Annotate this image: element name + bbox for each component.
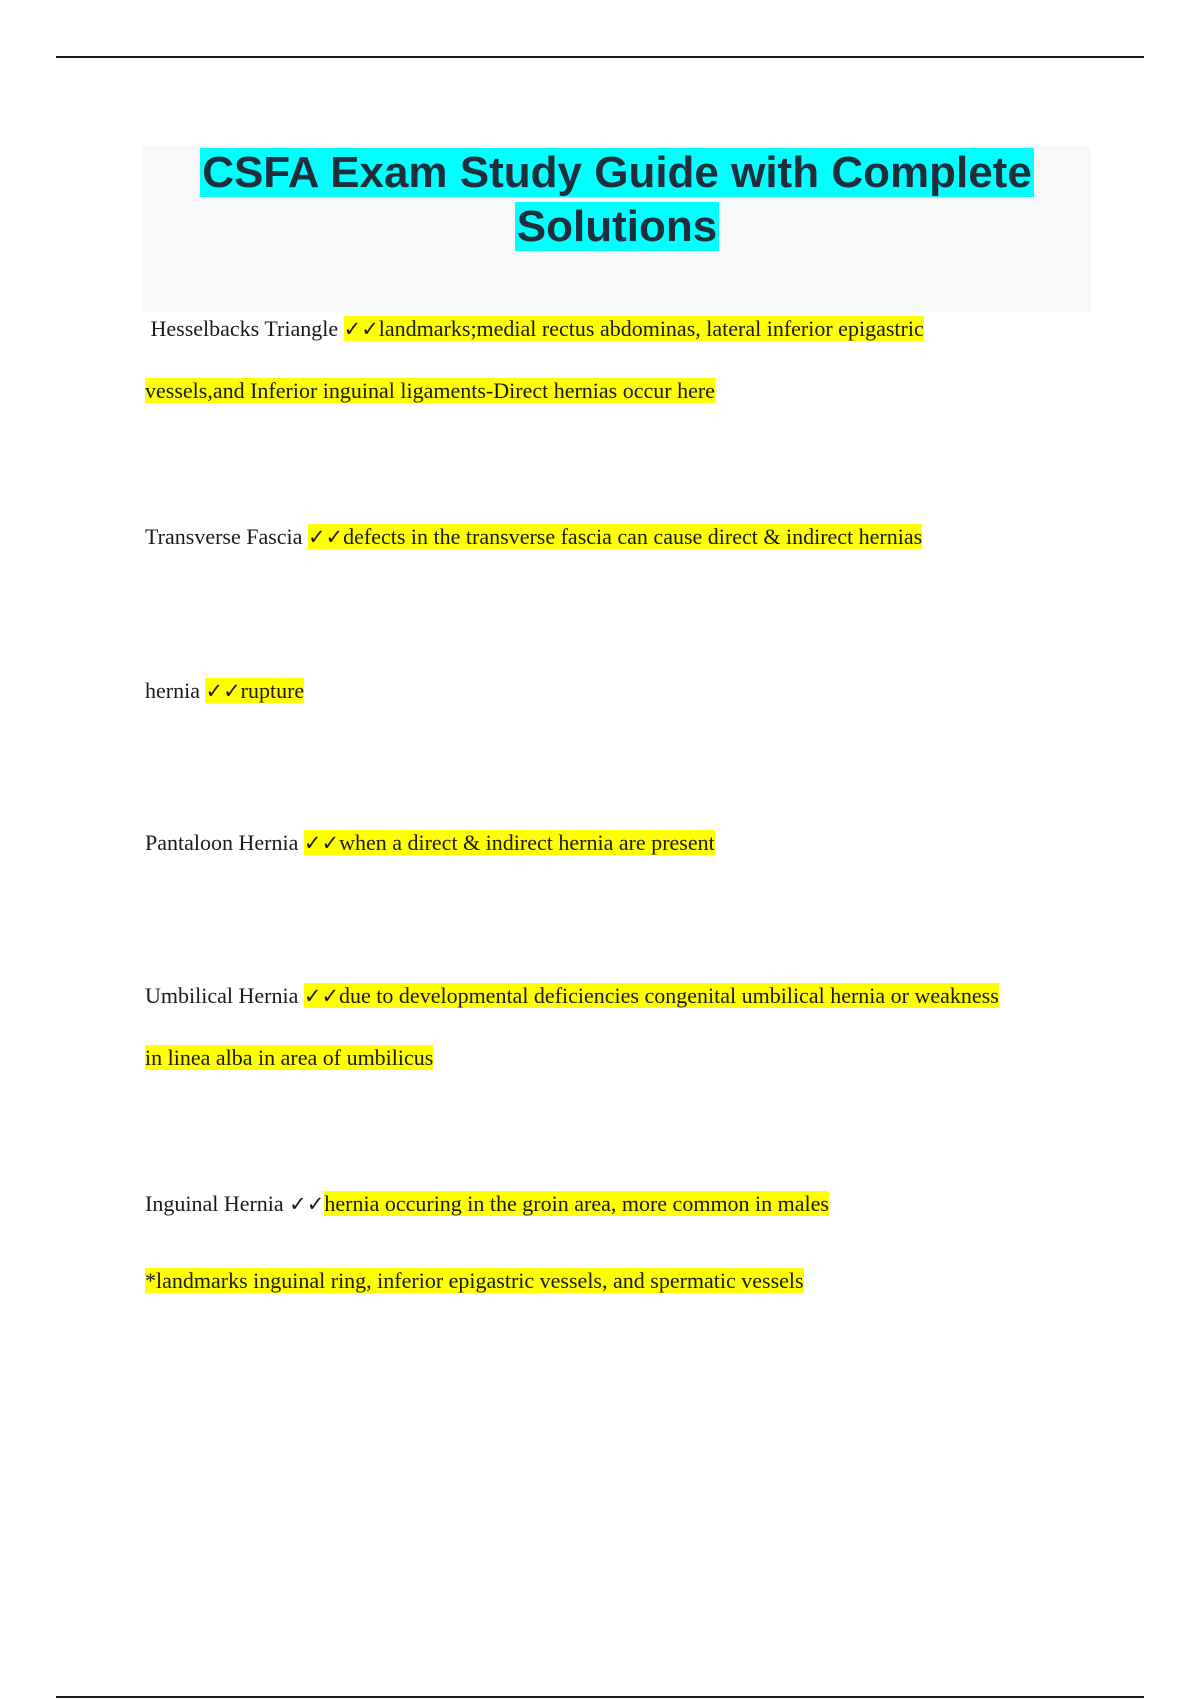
entry-definition: landmarks;medial rectus abdominas, lateral inferior epigastric	[378, 316, 924, 341]
entry-definition: due to developmental deficiencies congenital umbilical hernia or weakness	[339, 983, 999, 1008]
entry-term: Transverse Fascia	[145, 524, 303, 549]
entry-term: Inguinal Hernia	[145, 1191, 284, 1216]
check-icon: ✓✓	[303, 831, 340, 855]
check-icon: ✓✓	[289, 1192, 325, 1216]
entry-pantaloon-hernia	[145, 812, 1095, 874]
page-title	[143, 146, 1091, 254]
check-icon: ✓✓	[307, 525, 344, 549]
title-line-2: Solutions	[516, 202, 718, 251]
entry-transverse-fascia	[145, 506, 1095, 568]
entry-definition-cont: *landmarks inguinal ring, inferior epigastric vessels, and spermatic vessels	[145, 1268, 804, 1293]
entry-definition-cont: vessels,and Inferior inguinal ligaments-Direct hernias occur here	[145, 378, 715, 403]
title-block	[143, 146, 1091, 312]
entry-inguinal-hernia	[145, 1173, 1095, 1235]
entry-inguinal-hernia-note	[145, 1250, 1095, 1312]
entry-term: Pantaloon Hernia	[145, 830, 299, 855]
entry-term: hernia	[145, 678, 200, 703]
entry-definition: defects in the transverse fascia can cause direct & indirect hernias	[343, 524, 923, 549]
entry-definition: when a direct & indirect hernia are present	[339, 830, 715, 855]
entry-umbilical-hernia	[145, 965, 1095, 1089]
check-icon: ✓✓	[343, 317, 379, 341]
entry-hesselbacks-triangle	[145, 298, 1095, 422]
check-icon: ✓✓	[205, 679, 241, 703]
footer-rule	[56, 1696, 1144, 1698]
entry-definition-cont: in linea alba in area of umbilicus	[145, 1045, 434, 1070]
entry-definition: hernia occuring in the groin area, more common in males	[324, 1191, 829, 1216]
entry-definition: rupture	[240, 678, 305, 703]
entry-hernia	[145, 660, 1095, 722]
header-rule	[56, 56, 1144, 58]
entry-term: Hesselbacks Triangle	[150, 316, 339, 341]
check-icon: ✓✓	[303, 984, 340, 1008]
entry-term: Umbilical Hernia	[145, 983, 299, 1008]
title-line-1: CSFA Exam Study Guide with Complete	[202, 148, 1032, 197]
